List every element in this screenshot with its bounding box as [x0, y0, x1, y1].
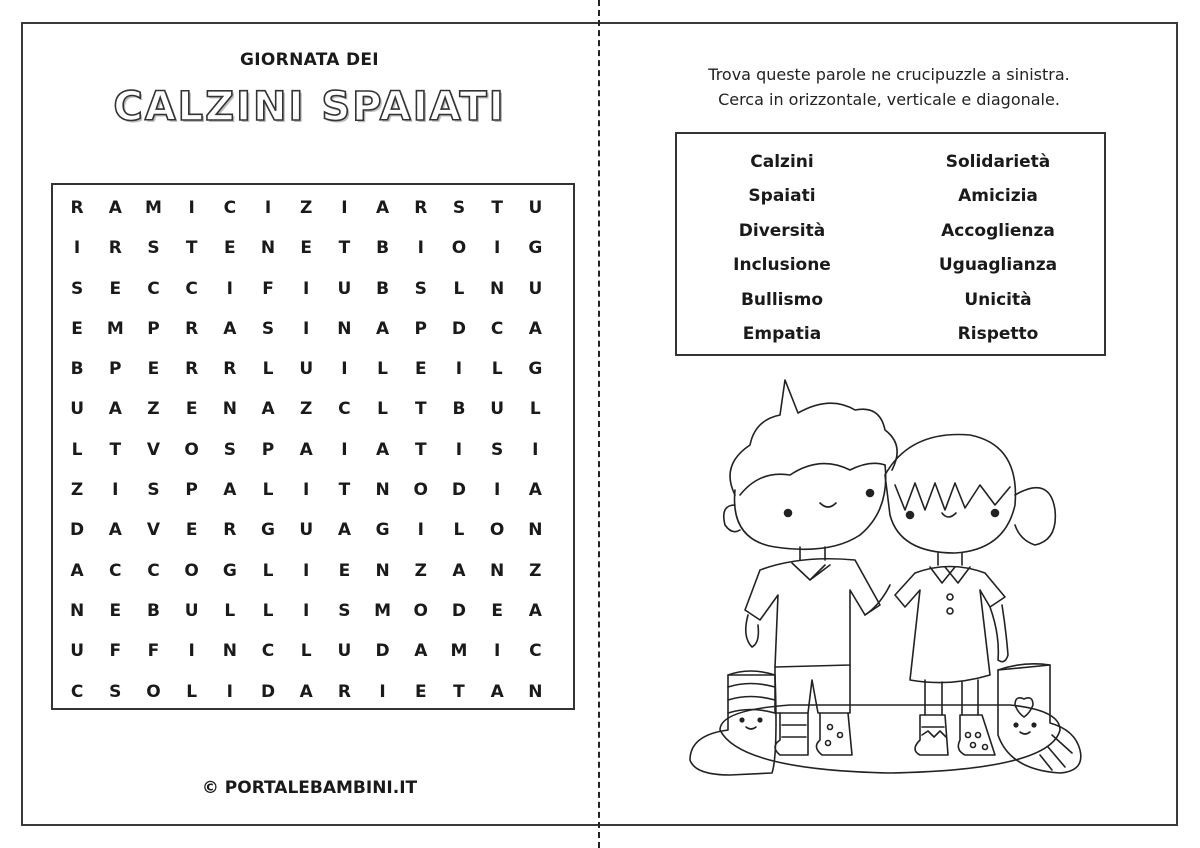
grid-cell: I	[303, 318, 310, 339]
grid-cell: C	[70, 681, 84, 702]
grid-cell: I	[493, 480, 501, 501]
children-illustration	[680, 375, 1100, 795]
grid-cell: C	[223, 198, 237, 218]
grid-cell: I	[417, 520, 424, 541]
grid-cell: E	[224, 238, 236, 259]
grid-cell: E	[109, 600, 122, 621]
grid-cell: I	[303, 480, 310, 501]
grid-cell: S	[338, 600, 351, 621]
grid-cell: U	[184, 600, 199, 621]
grid-cell: I	[226, 278, 233, 299]
grid-cell: N	[222, 399, 237, 420]
grid-cell: O	[184, 439, 199, 460]
grid-cell: I	[455, 359, 463, 380]
grid-cell: E	[414, 681, 427, 702]
grid-cell: R	[337, 681, 351, 702]
grid-cell: B	[376, 238, 390, 259]
grid-cell: T	[185, 238, 198, 259]
grid-cell: O	[146, 681, 161, 702]
grid-cell: Z	[300, 198, 313, 218]
grid-cell: N	[375, 560, 390, 581]
grid-cell: M	[145, 198, 162, 218]
grid-cell: C	[338, 399, 351, 420]
grid-cell: B	[70, 359, 84, 380]
word-list-item: Unicità	[964, 289, 1032, 310]
grid-cell: U	[490, 399, 505, 420]
grid-cell: M	[106, 318, 124, 339]
grid-cell: G	[375, 520, 390, 541]
grid-cell: N	[69, 600, 85, 621]
grid-cell: L	[491, 359, 503, 380]
grid-cell: A	[108, 399, 122, 420]
word-list-item: Uguaglianza	[938, 255, 1058, 276]
grid-cell: U	[299, 520, 314, 541]
grid-cell: D	[451, 318, 467, 339]
grid-cell: P	[261, 439, 275, 460]
grid-cell: L	[262, 560, 274, 581]
grid-cell: Z	[147, 399, 160, 420]
grid-cell: D	[70, 520, 85, 541]
grid-cell: I	[188, 198, 195, 218]
grid-cell: A	[108, 198, 122, 218]
grid-cell: L	[262, 480, 274, 501]
grid-cell: E	[109, 278, 122, 299]
grid-cell: A	[376, 198, 390, 218]
grid-cell: O	[413, 480, 428, 501]
grid-cell: I	[188, 641, 195, 662]
grid-cell: A	[223, 318, 237, 339]
word-search-grid	[52, 188, 580, 712]
grid-cell: E	[71, 318, 83, 339]
grid-cell: F	[147, 641, 160, 662]
grid-cell: D	[451, 600, 467, 621]
subtitle: GIORNATA DEI	[240, 50, 379, 70]
grid-cell: C	[185, 278, 198, 299]
grid-cell: T	[338, 480, 351, 501]
grid-cell: A	[452, 560, 466, 581]
grid-cell: L	[224, 600, 236, 621]
grid-cell: B	[146, 600, 160, 621]
grid-cell: D	[260, 681, 276, 702]
sock-character-right	[998, 664, 1081, 773]
grid-cell: Z	[529, 560, 542, 581]
grid-cell: S	[414, 278, 427, 299]
grid-cell: O	[451, 238, 467, 259]
grid-cell: I	[303, 560, 310, 581]
grid-cell: R	[108, 238, 122, 259]
grid-cell: R	[223, 359, 237, 380]
sock-character-left	[690, 671, 776, 775]
grid-cell: A	[299, 439, 313, 460]
grid-cell: E	[414, 359, 427, 380]
fold-line	[598, 0, 600, 848]
grid-cell: R	[223, 520, 237, 541]
grid-cell: I	[455, 439, 463, 460]
grid-cell: F	[109, 641, 122, 662]
word-list-item: Empatia	[742, 324, 822, 345]
grid-cell: E	[300, 238, 313, 259]
grid-cell: N	[375, 480, 390, 501]
grid-cell: A	[376, 439, 390, 460]
grid-cell: N	[528, 681, 543, 702]
grid-cell: R	[185, 359, 199, 380]
grid-cell: U	[70, 641, 84, 662]
grid-cell: A	[528, 480, 542, 501]
grid-cell: A	[376, 318, 390, 339]
grid-cell: L	[262, 600, 274, 621]
grid-cell: M	[450, 641, 468, 662]
word-list-item: Spaiati	[748, 186, 816, 207]
grid-cell: I	[532, 439, 539, 460]
grid-cell: A	[299, 681, 313, 702]
grid-cell: T	[414, 399, 427, 420]
grid-cell: E	[185, 399, 198, 420]
grid-cell: I	[303, 600, 310, 621]
grid-cell: R	[414, 198, 428, 218]
word-list-item: Rispetto	[957, 324, 1039, 345]
grid-cell: A	[108, 520, 122, 541]
grid-cell: S	[147, 480, 160, 501]
word-list-item: Accoglienza	[941, 220, 1055, 241]
grid-cell: S	[491, 439, 504, 460]
instructions	[600, 62, 1178, 112]
grid-cell: C	[490, 318, 504, 339]
grid-cell: O	[413, 600, 428, 621]
grid-cell: U	[299, 359, 314, 380]
grid-cell: N	[222, 641, 237, 662]
grid-cell: T	[338, 238, 351, 259]
grid-cell: L	[529, 399, 541, 420]
grid-cell: I	[417, 238, 424, 259]
grid-cell: I	[341, 359, 348, 380]
grid-cell: T	[453, 681, 465, 702]
grid-cell: I	[112, 480, 119, 501]
grid-cell: N	[490, 278, 505, 299]
grid-cell: S	[109, 681, 122, 702]
grid-cell: B	[376, 278, 390, 299]
grid-cell: A	[490, 681, 504, 702]
word-list-item: Amicizia	[958, 186, 1038, 207]
grid-cell: F	[262, 278, 274, 299]
instructions-line-2: Cerca in orizzontale, verticale e diagonale.	[718, 90, 1060, 109]
grid-cell: I	[493, 238, 501, 259]
grid-cell: V	[146, 439, 161, 460]
grid-cell: E	[491, 600, 503, 621]
grid-cell: T	[491, 198, 503, 218]
grid-cell: I	[379, 681, 386, 702]
instructions-line-1: Trova queste parole ne crucipuzzle a sinistra.	[708, 65, 1070, 84]
grid-cell: I	[303, 278, 310, 299]
grid-cell: A	[414, 641, 428, 662]
grid-cell: I	[264, 198, 272, 218]
page-title: CALZINI SPAIATI	[113, 84, 506, 130]
grid-cell: S	[452, 198, 466, 218]
grid-cell: L	[71, 439, 83, 460]
word-list-item: Inclusione	[733, 255, 831, 276]
ground-shadow	[720, 705, 1060, 773]
grid-cell: E	[147, 359, 160, 380]
grid-cell: P	[109, 359, 122, 380]
grid-cell: I	[493, 641, 501, 662]
grid-cell: N	[260, 238, 276, 259]
grid-cell: I	[226, 681, 233, 702]
grid-cell: A	[337, 520, 351, 541]
word-list-item: Calzini	[750, 152, 814, 172]
grid-cell: V	[146, 520, 161, 541]
credit: © PORTALEBAMBINI.IT	[201, 778, 418, 798]
grid-cell: L	[453, 278, 465, 299]
grid-cell: L	[453, 520, 465, 541]
grid-cell: I	[73, 238, 81, 259]
grid-cell: A	[528, 600, 542, 621]
grid-cell: C	[147, 560, 160, 581]
grid-cell: L	[377, 399, 389, 420]
grid-cell: N	[337, 318, 352, 339]
boy	[724, 380, 897, 755]
grid-cell: U	[528, 198, 543, 218]
grid-cell: I	[341, 439, 348, 460]
grid-cell: U	[337, 278, 352, 299]
grid-cell: G	[261, 520, 276, 541]
grid-cell: P	[147, 318, 160, 339]
grid-cell: L	[186, 681, 198, 702]
grid-cell: S	[261, 318, 275, 339]
grid-cell: A	[528, 318, 542, 339]
grid-cell: U	[337, 641, 352, 662]
grid-cell: B	[452, 399, 466, 420]
grid-cell: R	[70, 198, 84, 218]
grid-cell: C	[529, 641, 542, 662]
grid-cell: N	[528, 520, 543, 541]
grid-cell: C	[261, 641, 275, 662]
grid-cell: P	[414, 318, 428, 339]
grid-cell: Z	[300, 399, 313, 420]
grid-cell: Z	[414, 560, 427, 581]
grid-cell: D	[451, 480, 467, 501]
grid-cell: A	[70, 560, 84, 581]
word-list-item: Diversità	[738, 220, 826, 241]
grid-cell: L	[300, 641, 312, 662]
grid-cell: L	[262, 359, 274, 380]
girl	[885, 435, 1055, 756]
word-list-item: Solidarietà	[945, 152, 1051, 172]
grid-cell: O	[184, 560, 199, 581]
grid-cell: G	[528, 359, 543, 380]
grid-cell: A	[223, 480, 237, 501]
grid-cell: R	[185, 318, 199, 339]
word-list-column-2	[898, 145, 1098, 351]
grid-cell: P	[185, 480, 198, 501]
grid-cell: O	[489, 520, 505, 541]
grid-cell: A	[261, 399, 275, 420]
grid-cell: C	[109, 560, 122, 581]
grid-cell: E	[185, 520, 198, 541]
grid-cell: G	[222, 560, 237, 581]
grid-cell: U	[70, 399, 84, 420]
grid-cell: Z	[70, 480, 84, 501]
grid-cell: T	[414, 439, 427, 460]
word-list-column-1	[682, 145, 882, 351]
word-list-item: Bullismo	[740, 289, 824, 310]
grid-cell: S	[70, 278, 84, 299]
grid-cell: S	[147, 238, 160, 259]
grid-cell: S	[223, 439, 236, 460]
grid-cell: N	[490, 560, 505, 581]
grid-cell: D	[375, 641, 390, 662]
grid-cell: L	[377, 359, 389, 380]
grid-cell: G	[528, 238, 543, 259]
grid-cell: U	[528, 278, 543, 299]
grid-cell: I	[341, 198, 348, 218]
grid-cell: T	[109, 439, 122, 460]
grid-cell: M	[374, 600, 392, 621]
grid-cell: E	[338, 560, 351, 581]
grid-cell: C	[147, 278, 160, 299]
